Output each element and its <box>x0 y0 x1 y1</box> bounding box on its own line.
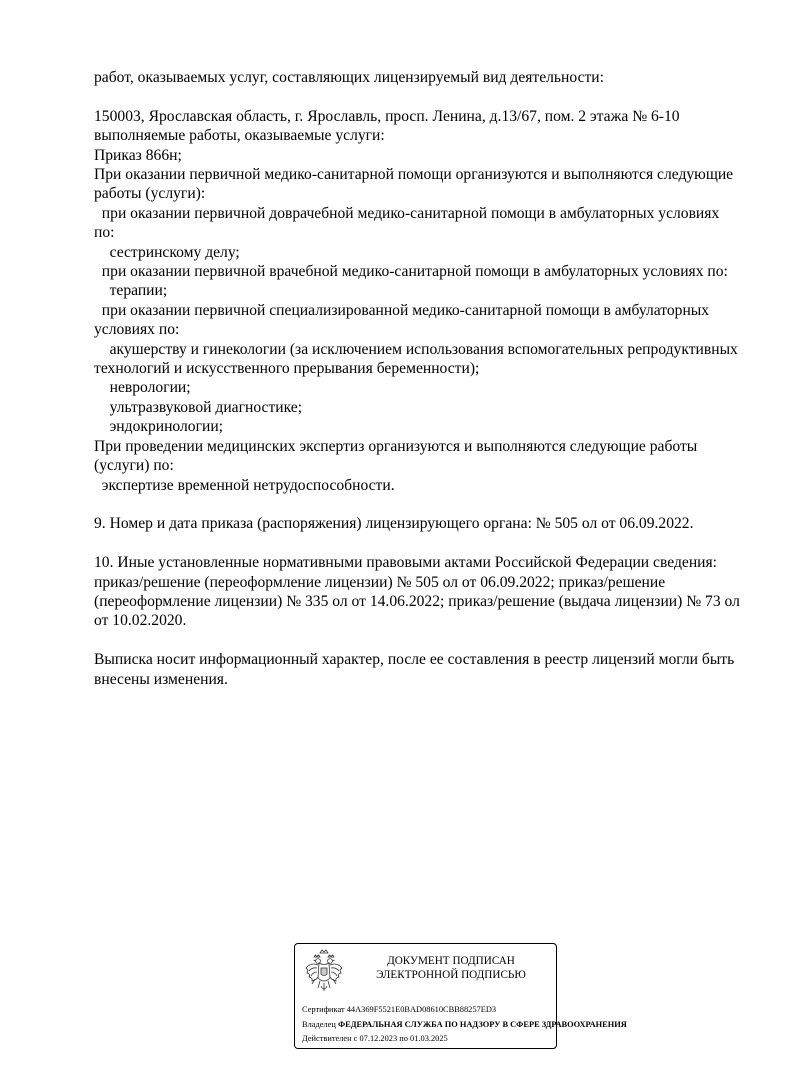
text-line: сестринскому делу; <box>94 243 240 261</box>
stamp-title-line-1: ДОКУМЕНТ ПОДПИСАН <box>387 955 515 967</box>
text-line: выполняемые работы, оказываемые услуги: <box>94 127 385 145</box>
text-line: (услуги) по: <box>94 457 174 475</box>
text-line: при оказании первичной доврачебной медико-санитарной помощи в амбулаторных условиях <box>94 204 720 222</box>
coat-of-arms-emblem <box>303 948 345 996</box>
text-line: работы (услуги): <box>94 185 206 203</box>
text-line: по: <box>94 224 115 242</box>
document-body <box>94 68 764 689</box>
text-line: При оказании первичной медико-санитарной помощи организуются и выполняются следующие <box>94 166 734 184</box>
text-line: терапии; <box>94 282 168 300</box>
blank-line <box>94 495 764 514</box>
text-line: при оказании первичной врачебной медико-санитарной помощи в амбулаторных условиях по: <box>94 263 728 281</box>
owner-value: ФЕДЕРАЛЬНАЯ СЛУЖБА ПО НАДЗОРУ В СФЕРЕ ЗДРАВООХРАНЕНИЯ <box>337 1019 627 1029</box>
text-line: 150003, Ярославская область, г. Ярославль, просп. Ленина, д.13/67, пом. 2 этажа № 6-10 <box>94 107 680 125</box>
text-line: технологий и искусственного прерывания беременности); <box>94 360 480 378</box>
text-line: при оказании первичной специализированной медико-санитарной помощи в амбулаторных <box>94 301 710 319</box>
owner-label: Владелец <box>302 1019 338 1029</box>
text-line: неврологии; <box>94 379 191 397</box>
text-line: Выписка носит информационный характер, после ее составления в реестр лицензий могли быть <box>94 651 735 669</box>
stamp-details <box>302 1003 627 1047</box>
text-line: акушерству и гинекологии (за исключением использования вспомогательных репродуктивных <box>94 340 738 358</box>
validity-period: Действителен с 07.12.2023 по 01.03.2025 <box>302 1034 448 1043</box>
text-line: внесены изменения. <box>94 670 228 688</box>
text-line: работ, оказываемых услуг, составляющих лицензируемый вид деятельности: <box>94 69 604 86</box>
text-line: от 10.02.2020. <box>94 612 187 630</box>
electronic-signature-stamp <box>294 943 627 1049</box>
text-line: 9. Номер и дата приказа (распоряжения) лицензирующего органа: № 505 ол от 06.09.2022. <box>94 515 694 533</box>
blank-line <box>94 631 764 650</box>
stamp-title-line-2: ЭЛЕКТРОННОЙ ПОДПИСЬЮ <box>376 969 526 981</box>
text-line: условиях по: <box>94 321 180 339</box>
text-line: приказ/решение (переоформление лицензии) № 505 ол от 06.09.2022; приказ/решение <box>94 573 666 591</box>
text-line: экспертизе временной нетрудоспособности. <box>94 476 395 494</box>
text-line: Приказ 866н; <box>94 146 182 164</box>
certificate-number: Сертификат 44A369F5521E0BAD08610CBB88257ED3 <box>302 1005 497 1014</box>
blank-line <box>94 534 764 553</box>
text-line: ультразвуковой диагностике; <box>94 398 303 416</box>
text-line: 10. Иные установленные нормативными правовыми актами Российской Федерации сведения: <box>94 554 718 572</box>
text-line: При проведении медицинских экспертиз организуются и выполняются следующие работы <box>94 437 698 455</box>
text-line: (переоформление лицензии) № 335 ол от 14.06.2022; приказ/решение (выдача лицензии) № 73 ол <box>94 592 740 610</box>
stamp-title <box>351 954 551 982</box>
blank-line <box>94 87 764 106</box>
owner-row <box>302 1018 627 1033</box>
text-line: эндокринологии; <box>94 418 224 436</box>
